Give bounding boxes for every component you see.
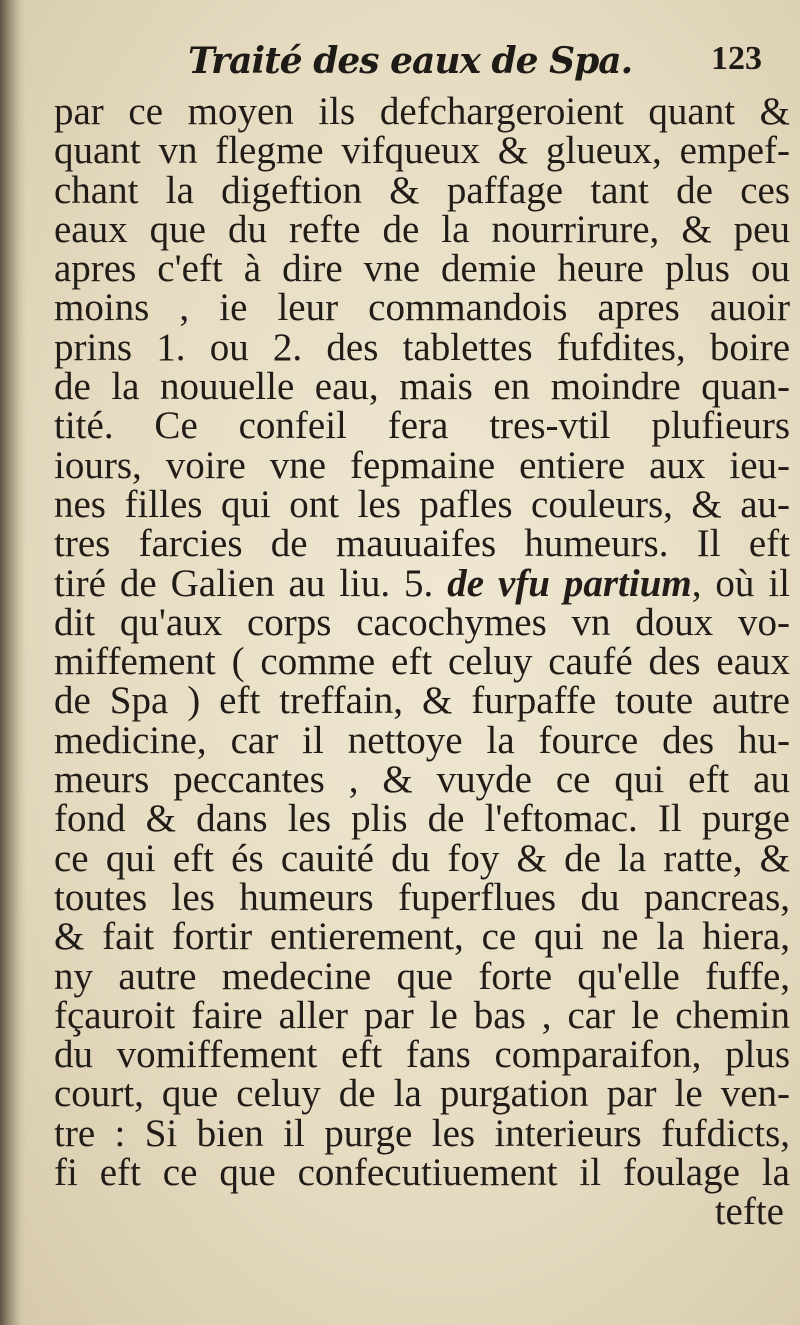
running-title: Traité des eaux de Spa. (188, 40, 633, 82)
text-line: miffement ( comme eft celuy caufé des eaux (54, 640, 790, 684)
italic-book-title: de vfu partium (447, 561, 692, 605)
text-line-with-italic (54, 561, 791, 605)
text-line: nes filles qui ont les pafles couleurs, & au- (54, 482, 790, 526)
text-line: de la nouuelle eau, mais en moindre quan- (54, 365, 790, 409)
text-line: fond & dans les plis de l'eftomac. Il purge (54, 797, 790, 841)
text-line: par ce moyen ils defchargeroient quant & (54, 90, 790, 133)
text-line: ny autre medecine que forte qu'elle fuffe, (54, 954, 790, 998)
line-text: tiré de Galien au liu. 5. (54, 561, 434, 605)
text-line: iours, voire vne fepmaine entiere aux ieu- (54, 443, 790, 487)
text-line: & fait fortir entierement, ce qui ne la hiera, (54, 915, 790, 959)
text-line: quant vn flegme vifqueux & glueux, empef- (54, 129, 790, 173)
catchword: tefte (714, 1190, 784, 1234)
text-line: toutes les humeurs fuperflues du pancreas, (54, 875, 790, 919)
text-line: moins , ie leur commandois apres auoir (54, 286, 790, 330)
text-line: dit qu'aux corps cacochymes vn doux vo- (54, 600, 790, 644)
text-line: fçauroit faire aller par le bas , car le chemin (54, 993, 790, 1037)
page-number: 123 (711, 40, 762, 77)
text-line: tité. Ce confeil fera tres-vtil plufieurs (54, 404, 790, 448)
text-line: medicine, car il nettoye la fource des hu- (54, 718, 790, 762)
text-line: tre : Si bien il purge les interieurs fufdicts, (54, 1111, 790, 1155)
text-line: eaux que du refte de la nourrirure, & peu (54, 207, 790, 251)
text-line: prins 1. ou 2. des tablettes fufdites, boire (54, 325, 790, 369)
text-line: fi eft ce que confecutiuement il foulage la (54, 1151, 790, 1195)
text-line: court, que celuy de la purgation par le ven- (54, 1072, 790, 1116)
line-text: , où il (691, 561, 791, 605)
text-line: du vomiffement eft fans comparaifon, plus (54, 1033, 790, 1077)
page-gutter-shadow (0, 0, 26, 1325)
text-line: de Spa ) eft treffain, & furpaffe toute autre (54, 679, 790, 723)
text-line: apres c'eft à dire vne demie heure plus ou (54, 247, 790, 291)
text-line: ce qui eft és cauité du foy & de la ratte, & (54, 836, 790, 880)
text-line: chant la digeftion & paffage tant de ces (54, 168, 790, 212)
body-text (54, 92, 790, 1232)
page-header (60, 40, 782, 90)
text-line: tres farcies de mauuaifes humeurs. Il eft (54, 522, 790, 566)
text-line: meurs peccantes , & vuyde ce qui eft au (54, 758, 790, 802)
